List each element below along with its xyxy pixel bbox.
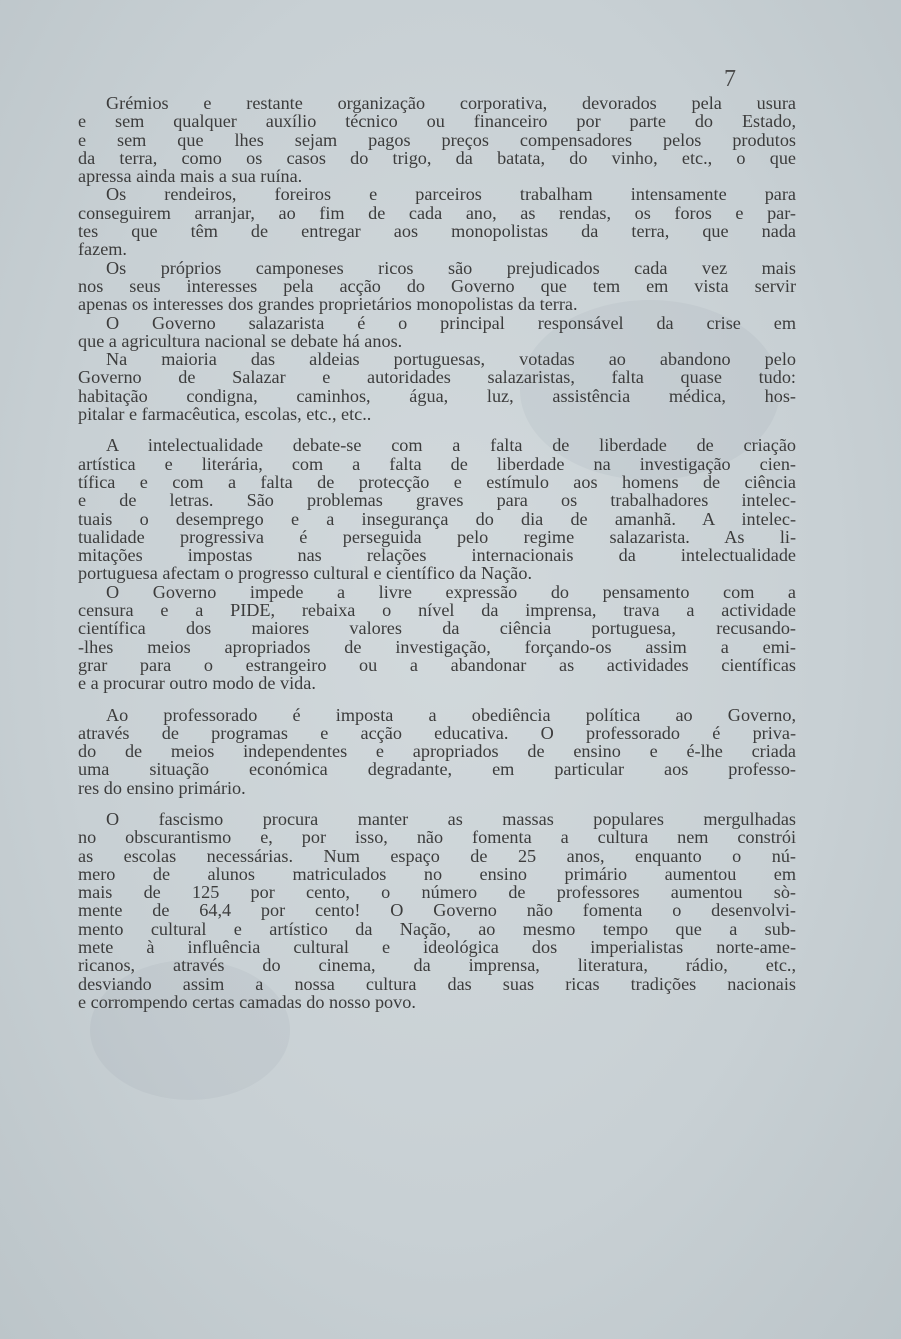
text-line: Governo de Salazar e autoridades salazaristas, falta quase tudo: [78,367,796,388]
text-line: e de letras. São problemas graves para os trabalhadores intelec- [78,490,796,511]
text-line: grar para o estrangeiro ou a abandonar as actividades científicas [78,654,796,675]
text-line: Os próprios camponeses ricos são prejudicados cada vez mais [106,257,796,278]
paragraph [78,350,796,423]
text-line: A intelectualidade debate-se com a falta de liberdade de criação [106,435,796,456]
text-line: O Governo salazarista é o principal responsável da crise em [106,312,796,333]
text-line: Os rendeiros, foreiros e parceiros trabalham intensamente para [106,184,796,205]
text-line: Grémios e restante organização corporativa, devorados pela usura [106,93,796,113]
text-line: Na maioria das aldeias portuguesas, votadas ao abandono pelo [106,349,796,370]
text-line: pitalar e farmacêutica, escolas, etc., etc.. [78,404,372,425]
text-line: mitações impostas nas relações internacionais da intelectualidade [78,545,796,566]
text-line: O Governo impede a livre expressão do pensamento com a [106,581,796,602]
text-line: e sem que lhes sejam pagos preços compensadores pelos produtos [78,129,796,150]
text-line: ricanos, através do cinema, da imprensa, literatura, rádio, etc., [78,955,796,976]
paragraph [78,436,796,582]
text-line: através de programas e acção educativa. O professorado é priva- [78,722,796,743]
text-line: censura e a PIDE, rebaixa o nível da imprensa, trava a actividade [78,600,796,621]
page-number: 7 [724,66,736,92]
body-text [78,94,796,1011]
text-line: fazem. [78,239,127,260]
text-line: res do ensino primário. [78,777,246,798]
text-line: Ao professorado é imposta a obediência política ao Governo, [106,704,796,725]
text-line: portuguesa afectam o progresso cultural e científico da Nação. [78,563,532,584]
text-line: habitação condigna, caminhos, água, luz, assistência médica, hos- [78,385,796,406]
text-line: apenas os interesses dos grandes proprietários monopolistas da terra. [78,294,578,315]
text-line: e corrompendo certas camadas do nosso povo. [78,991,416,1012]
text-line: mento cultural e artístico da Nação, ao mesmo tempo que a sub- [78,918,796,939]
text-line: mero de alunos matriculados no ensino primário aumentou em [78,863,796,884]
text-line: conseguirem arranjar, ao fim de cada ano, as rendas, os foros e par- [78,202,796,223]
paragraph [78,583,796,693]
text-line: uma situação económica degradante, em particular aos professo- [78,759,796,780]
text-line: -lhes meios apropriados de investigação, forçando-os assim a emi- [78,636,796,657]
text-line: apressa ainda mais a sua ruína. [78,166,303,187]
paragraph [78,706,796,797]
paragraph [78,259,796,314]
text-line: e a procurar outro modo de vida. [78,673,316,694]
text-line: tuais o desemprego e a insegurança do dia de amanhã. A intelec- [78,508,796,529]
paragraph [78,94,796,185]
text-line: desviando assim a nossa cultura das suas ricas tradições nacionais [78,973,796,994]
paragraph [78,185,796,258]
text-line: tualidade progressiva é perseguida pelo regime salazarista. As li- [78,526,796,547]
text-line: da terra, como os casos do trigo, da batata, do vinho, etc., o que [78,147,796,168]
text-line: O fascismo procura manter as massas populares mergulhadas [106,808,796,829]
paragraph [78,810,796,1011]
text-line: as escolas necessárias. Num espaço de 25 anos, enquanto o nú- [78,845,796,866]
text-line: mais de 125 por cento, o número de professores aumentou sò- [78,882,796,903]
paragraph [78,314,796,351]
text-line: mete à influência cultural e ideológica dos imperialistas norte-ame- [78,937,796,958]
text-line: científica dos maiores valores da ciência portuguesa, recusando- [78,618,796,639]
text-line: artística e literária, com a falta de liberdade na investigação cien- [78,453,796,474]
text-line: nos seus interesses pela acção do Governo que tem em vista servir [78,275,796,296]
text-line: tes que têm de entregar aos monopolistas da terra, que nada [78,221,796,242]
text-line: tífica e com a falta de protecção e estímulo aos homens de ciência [78,471,796,492]
text-line: e sem qualquer auxílio técnico ou financeiro por parte do Estado, [78,111,796,132]
text-line: que a agricultura nacional se debate há anos. [78,330,403,351]
text-line: mente de 64,4 por cento! O Governo não fomenta o desenvolvi- [78,900,796,921]
text-line: no obscurantismo e, por isso, não fomenta a cultura nem constrói [78,827,796,848]
text-line: do de meios independentes e apropriados de ensino e é-lhe criada [78,741,796,762]
